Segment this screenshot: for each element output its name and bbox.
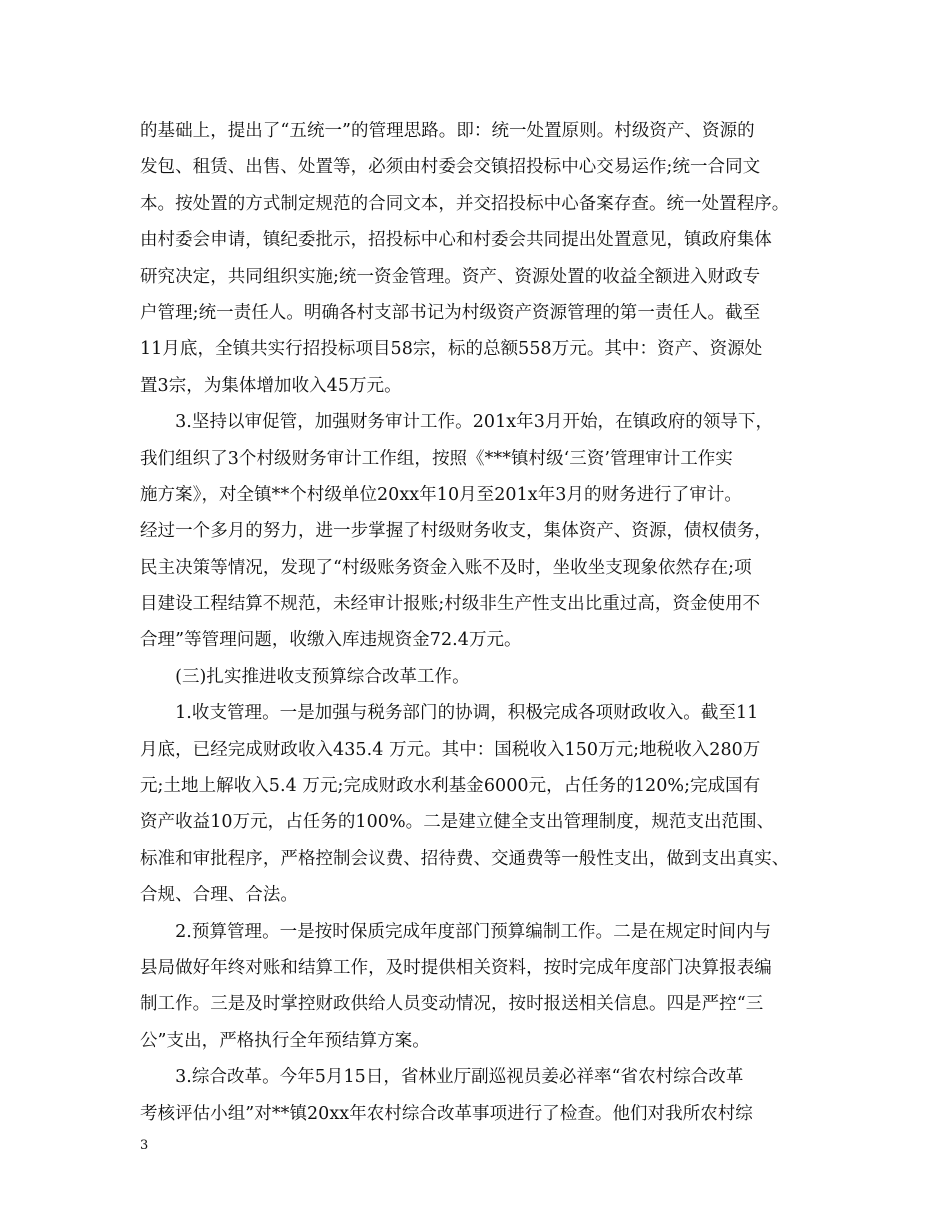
text-line: 户管理;统一责任人。明确各村支部书记为村级资产资源管理的第一责任人。截至: [140, 302, 761, 323]
text-line: 民主决策等情况，发现了“村级账务资金入账不及时，坐收坐支现象依然存在;项: [140, 557, 752, 578]
body-text: [140, 113, 812, 1132]
text-line: 2.预算管理。一是按时保质完成年度部门预算编制工作。二是在规定时间内与: [140, 921, 772, 942]
text-line: 资产收益10万元，占任务的100%。二是建立健全支出管理制度，规范支出范围、: [140, 812, 775, 833]
text-line: 研究决定，共同组织实施;统一资金管理。资产、资源处置的收益全额进入财政专: [140, 266, 761, 287]
text-line: 施方案》，对全镇**个村级单位20xx年10月至201x年3月的财务进行了审计。: [140, 484, 742, 505]
text-line: 制工作。三是及时掌控财政供给人员变动情况，按时报送相关信息。四是严控“三: [140, 994, 764, 1015]
text-line: 公”支出，严格执行全年预结算方案。: [140, 1030, 430, 1051]
text-line: 3.坚持以审促管，加强财务审计工作。201x年3月开始，在镇政府的领导下，: [140, 412, 774, 433]
text-line: 3.综合改革。今年5月15日，省林业厅副巡视员姜必祥率“省农村综合改革: [140, 1067, 744, 1088]
text-line: 目建设工程结算不规范，未经审计报账;村级非生产性支出比重过高，资金使用不: [140, 594, 761, 615]
text-line: 考核评估小组”对**镇20xx年农村综合改革事项进行了检查。他们对我所农村综: [140, 1103, 753, 1124]
text-line: 的基础上，提出了“五统一”的管理思路。即：统一处置原则。村级资产、资源的: [140, 121, 755, 141]
text-line: 11月底，全镇共实行招投标项目58宗，标的总额558万元。其中：资产、资源处: [140, 339, 763, 360]
text-line: 县局做好年终对账和结算工作，及时提供相关资料，按时完成年度部门决算报表编: [140, 957, 772, 978]
text-line: 标准和审批程序，严格控制会议费、招待费、交通费等一般性支出，做到支出真实、: [140, 848, 790, 869]
text-line: 本。按处置的方式制定规范的合同文本，并交招投标中心备案存查。统一处置程序。: [140, 193, 790, 214]
text-line: 月底，已经完成财政收入435.4 万元。其中：国税收入150万元;地税收入280万: [140, 739, 761, 760]
text-line: 发包、租赁、出售、处置等，必须由村委会交镇招投标中心交易运作;统一合同文: [140, 157, 761, 178]
text-line: 置3宗，为集体增加收入45万元。: [140, 375, 402, 396]
text-line: 由村委会申请，镇纪委批示，招投标中心和村委会共同提出处置意见，镇政府集体: [140, 230, 772, 251]
text-line: 1.收支管理。一是加强与税务部门的协调，积极完成各项财政收入。截至11: [140, 703, 759, 724]
text-line: 合理”等管理问题，收缴入库违规资金72.4万元。: [140, 630, 522, 651]
text-line: 经过一个多月的努力，进一步掌握了村级财务收支，集体资产、资源，债权债务，: [140, 521, 772, 542]
page-number: 3: [140, 1138, 149, 1153]
text-line: 我们组织了3个村级财务审计工作组，按照《***镇村级‘三资’管理审计工作实: [140, 448, 733, 469]
text-line: 元;土地上解收入5.4 万元;完成财政水利基金6000元，占任务的120%;完成国有: [140, 776, 761, 797]
text-line: (三)扎实推进收支预算综合改革工作。: [140, 666, 470, 687]
text-line: 合规、合理、合法。: [140, 885, 298, 906]
